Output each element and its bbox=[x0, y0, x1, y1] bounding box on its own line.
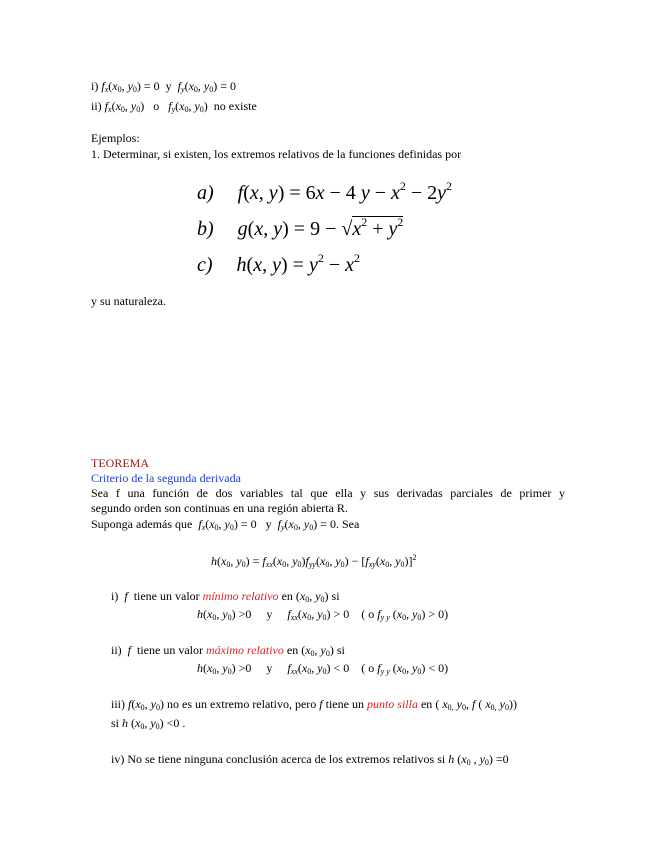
condition-i-formula: $f_x(x_0$, $y_0) = 0$ y $f_y(x_0$, $y_0) = 0$ bbox=[101, 79, 236, 94]
case-i-condition: $h(x_0$, $y_0) >0$ y $f_{xx}(x_0$, $y_0) > 0$ ( o $f_{y y}$ ($x_0$, $y_0) > 0$) bbox=[197, 607, 449, 622]
theorem-suppose: Suponga además que $f_x(x_0$, $y_0) = 0$ y $f_y(x_0$, $y_0) = 0$. Sea bbox=[91, 517, 360, 532]
example-b bbox=[197, 215, 403, 241]
case-i-emphasis: mínimo relativo bbox=[202, 589, 279, 603]
case-i: i) f tiene un valor mínimo relativo en ($x_0$, $y_0$) si bbox=[111, 589, 340, 604]
examples-intro: 1. Determinar, si existen, los extremos relativos de la funciones definidas por bbox=[91, 147, 462, 161]
example-c-label: c) bbox=[197, 254, 213, 276]
case-iii-en: en bbox=[420, 697, 433, 711]
condition-ii-label: ii) bbox=[91, 99, 102, 113]
example-a-label: a) bbox=[197, 182, 214, 204]
theorem-line1: Sea f una función de dos variables tal que ella y sus derivadas parciales de primer y bbox=[91, 486, 565, 500]
examples-closing: y su naturaleza. bbox=[91, 294, 166, 308]
condition-ii bbox=[91, 99, 257, 114]
case-iii-text2: tiene un bbox=[325, 697, 364, 711]
condition-i-conj: y bbox=[165, 79, 172, 93]
case-ii-text: tiene un valor bbox=[137, 643, 203, 657]
case-iii-text: no es un extremo relativo, pero bbox=[167, 697, 317, 711]
case-iii-condition: si h ($x_0$, $y_0) <0$ . bbox=[111, 716, 186, 731]
example-a bbox=[197, 179, 452, 205]
case-iii-label: iii) bbox=[111, 697, 125, 711]
theorem-sea: . Sea bbox=[335, 517, 360, 531]
case-iii-emphasis: punto silla bbox=[366, 697, 418, 711]
case-iv-text: iv) No se tiene ninguna conclusión acerca de los extremos relativos si bbox=[111, 752, 446, 766]
hessian-formula: $h(x_0$, $y_0) = f_{xx}(x_0$, $y_0)f_{yy}(x_0$, $y_0) - [f_{xy}(x_0$, $y_0)]^2$ bbox=[211, 553, 417, 569]
example-b-label: b) bbox=[197, 218, 214, 240]
case-ii-emphasis: máximo relativo bbox=[206, 643, 284, 657]
case-ii-en: en bbox=[286, 643, 299, 657]
case-ii-label: ii) bbox=[111, 643, 122, 657]
case-ii: ii) f tiene un valor máximo relativo en ($x_0$, $y_0$) si bbox=[111, 643, 345, 658]
condition-ii-formula: $f_x(x_0$, $y_0$) o $f_y(x_0$, $y_0$) no existe bbox=[104, 99, 257, 114]
theorem-suppose-conj: y bbox=[265, 517, 272, 531]
theorem-subtitle: Criterio de la segunda derivada bbox=[91, 471, 241, 485]
condition-i-label: i) bbox=[91, 79, 99, 93]
case-i-text: tiene un valor bbox=[133, 589, 200, 603]
example-c-formula: h(x, $y) = y^2 - x^2$ bbox=[236, 251, 361, 276]
condition-ii-tail: no existe bbox=[213, 99, 257, 113]
theorem-title: TEOREMA bbox=[91, 456, 149, 470]
case-i-en: en bbox=[281, 589, 293, 603]
case-i-label: i) bbox=[111, 589, 119, 603]
case-iii: iii) $f(x_0$, $y_0$) no es un extremo relativo, pero f tiene un punto silla en ( $x_{0,}$ $y_0$, f ( $x_{0,}$ $y_0$)) bbox=[111, 697, 517, 712]
example-a-formula: f(x, y) = 6x − 4 $y - x^2 - 2y^2$ bbox=[237, 179, 453, 204]
example-b-formula: g(x, $y) = 9 - √x^2 + y^2$ bbox=[237, 215, 404, 240]
case-i-si: si bbox=[331, 589, 340, 603]
examples-heading: Ejemplos: bbox=[91, 131, 140, 145]
case-iii-si: si bbox=[111, 716, 120, 730]
case-ii-si: si bbox=[336, 643, 345, 657]
theorem-line2: segundo orden son continuas en una región abierta R. bbox=[91, 501, 348, 515]
condition-ii-conj: o bbox=[153, 99, 160, 113]
theorem-suppose-text: Suponga además que bbox=[91, 517, 193, 531]
case-ii-condition: $h(x_0$, $y_0) >0$ y $f_{xx}(x_0$, $y_0) < 0$ ( o $f_{y y}$ ($x_0$, $y_0) < 0$) bbox=[197, 661, 449, 676]
case-iv: iv) No se tiene ninguna conclusión acerca de los extremos relativos si h ($x_0$ , $y_0) =0$ bbox=[111, 752, 509, 767]
example-c bbox=[197, 251, 360, 277]
condition-i bbox=[91, 79, 236, 94]
